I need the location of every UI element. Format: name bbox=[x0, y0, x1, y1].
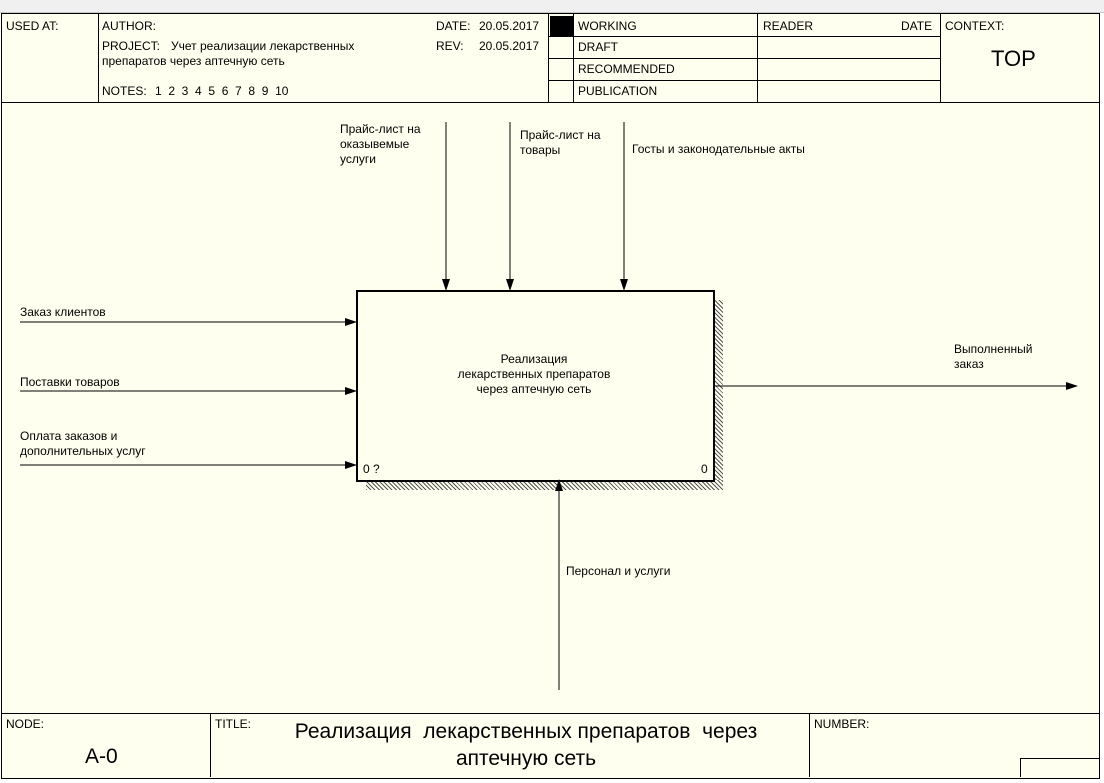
number-label: NUMBER: bbox=[814, 717, 870, 731]
activity-label-line-3: через аптечную сеть bbox=[476, 382, 592, 396]
author-label: AUTHOR: bbox=[102, 19, 156, 33]
footer-divider-node bbox=[210, 713, 211, 777]
control-label-price-services-line-1: Прайс-лист на bbox=[340, 122, 421, 136]
control-label-price-services-line-2: оказывемые bbox=[340, 137, 410, 151]
rev-value: 20.05.2017 bbox=[479, 39, 540, 53]
activity-node-ref: 0 ? bbox=[363, 462, 380, 476]
output-label-completed-order bbox=[954, 342, 1032, 372]
context-label: CONTEXT: bbox=[945, 19, 1005, 33]
output-label-completed-order-line-2: заказ bbox=[954, 357, 984, 371]
status-publication: PUBLICATION bbox=[578, 84, 658, 98]
mechanism-label-staff: Персонал и услуги bbox=[566, 564, 671, 578]
input-label-supplies: Поставки товаров bbox=[20, 375, 120, 389]
diagram-title-line-2: аптечную сеть bbox=[455, 747, 597, 770]
status-recommended: RECOMMENDED bbox=[578, 62, 675, 76]
reader-label: READER bbox=[763, 19, 814, 33]
input-label-payments bbox=[20, 429, 146, 459]
footer-top-line bbox=[1, 713, 1099, 714]
footer-divider-title bbox=[809, 713, 810, 777]
title-label: TITLE: bbox=[215, 717, 252, 731]
input-label-payments-line-1: Оплата заказов и bbox=[20, 429, 118, 443]
control-label-price-goods bbox=[520, 128, 601, 158]
activity-cost: 0 bbox=[701, 462, 708, 476]
notes-numbers: 1 2 3 4 5 6 7 8 9 10 bbox=[155, 84, 289, 98]
footer-corner-line-h bbox=[1020, 758, 1099, 759]
rev-label: REV: bbox=[436, 39, 464, 53]
activity-label-line-1: Реализация bbox=[500, 352, 568, 366]
node-value: A-0 bbox=[85, 745, 118, 768]
output-label-completed-order-line-1: Выполненный bbox=[954, 342, 1033, 356]
control-label-price-goods-line-2: товары bbox=[520, 143, 561, 157]
date-value: 20.05.2017 bbox=[479, 19, 540, 33]
date-label: DATE: bbox=[436, 19, 471, 33]
status-draft: DRAFT bbox=[578, 40, 618, 54]
control-label-price-goods-line-1: Прайс-лист на bbox=[520, 128, 601, 142]
input-label-payments-line-2: дополнительных услуг bbox=[20, 444, 146, 458]
used-at-label: USED AT: bbox=[6, 19, 59, 33]
reader-date-label: DATE bbox=[901, 19, 933, 33]
project-label: PROJECT: bbox=[102, 39, 161, 53]
context-value: TOP bbox=[991, 46, 1036, 71]
project-value-line-2: препаратов через аптечную сеть bbox=[102, 54, 285, 68]
activity-label-line-2: лекарственных препаратов bbox=[457, 367, 611, 381]
input-label-client-orders: Заказ клиентов bbox=[20, 305, 106, 319]
footer-corner-line-v bbox=[1020, 758, 1021, 777]
control-label-price-services bbox=[340, 122, 421, 167]
diagram-title bbox=[246, 718, 806, 772]
status-working: WORKING bbox=[578, 19, 637, 33]
control-label-standards: Госты и законодательные акты bbox=[632, 142, 805, 156]
node-label: NODE: bbox=[6, 717, 45, 731]
diagram-title-line-1: Реализация лекарственных препаратов через bbox=[294, 720, 758, 743]
project-value-line-1: Учет реализации лекарственных bbox=[171, 39, 355, 53]
control-label-price-services-line-3: услуги bbox=[340, 152, 376, 166]
notes-label: NOTES: bbox=[102, 84, 147, 98]
